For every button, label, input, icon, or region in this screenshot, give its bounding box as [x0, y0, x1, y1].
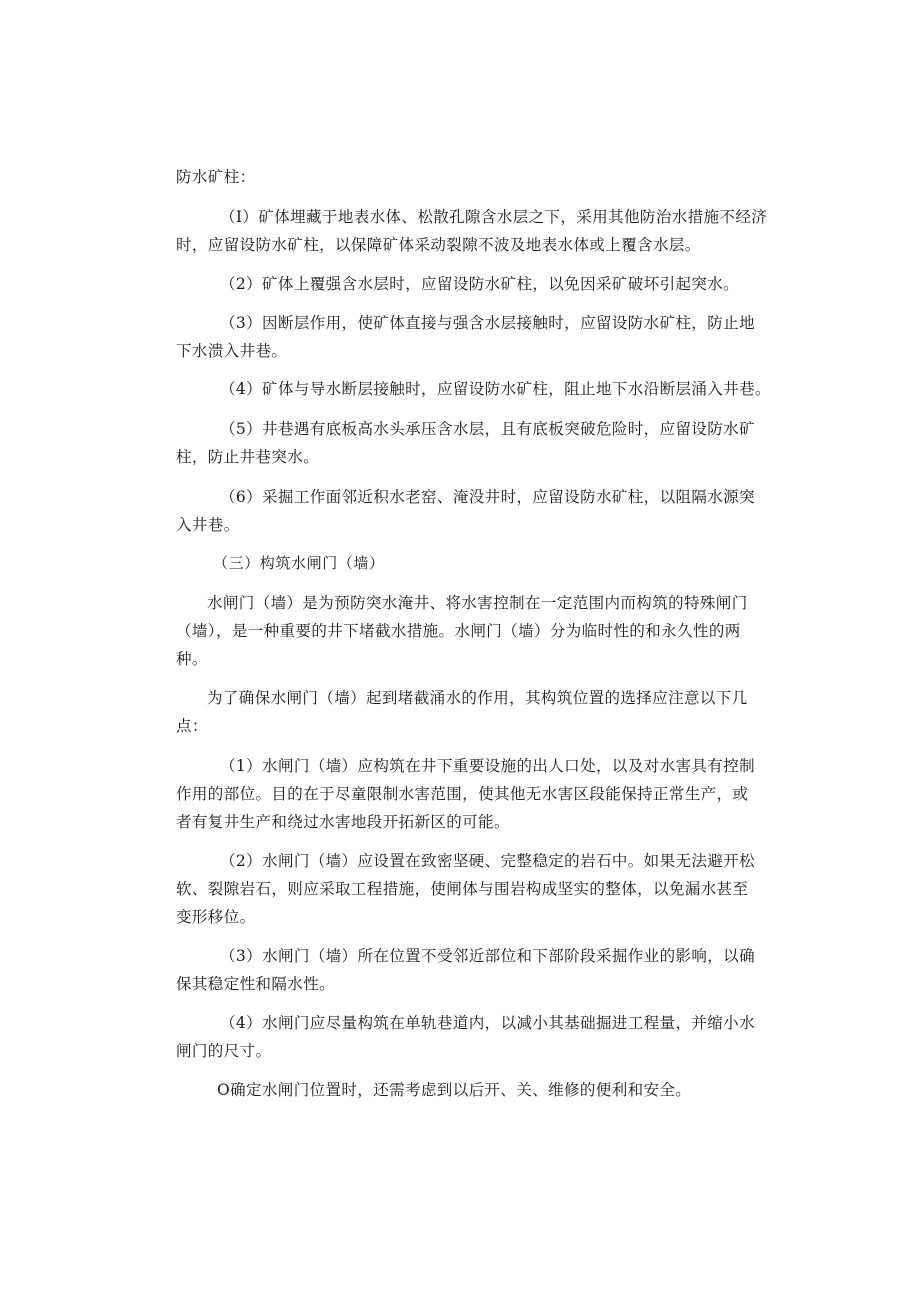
para1-line-3: 种。 [176, 650, 208, 668]
pillar-item-3-line-2: 下水溃入井巷。 [176, 342, 288, 360]
closing-note: O确定水闸门位置时，还需考虑到以后开、关、维修的便利和安全。 [217, 1081, 692, 1099]
pillar-item-5-line-2: 柱，防止井巷突水。 [176, 448, 320, 466]
para1-line-2: （墙），是一种重要的井下堵截水措施。水闸门（墙）分为临时性的和永久性的两 [176, 622, 741, 640]
para1-line-1: 水闸门（墙）是为预防突水淹井、将水害控制在一定范围内而构筑的特殊闸门 [207, 594, 748, 612]
pillar-item-4-line-1: （4）矿体与导水断层接触时，应留设防水矿柱，阻止地下水沿断层涌入井巷。 [220, 380, 771, 398]
pillar-item-6-line-2: 入井巷。 [176, 516, 240, 534]
para2-line-1: 为了确保水闸门（墙）起到堵截涌水的作用，其构筑位置的选择应注意以下几 [207, 689, 748, 707]
gate-item-1-line-2: 作用的部位。目的在于尽童限制水害范围，使其他无水害区段能保持正常生产，或 [176, 785, 749, 803]
pillar-item-2-line-1: （2）矿体上覆强含水层时，应留设防水矿柱，以免因采矿破坏引起突水。 [220, 275, 740, 293]
gate-item-4-line-2: 闸门的尺寸。 [176, 1042, 272, 1060]
gate-item-2-line-1: （2）水闸门（墙）应设置在致密坚硬、完整稳定的岩石中。如果无法避开松 [220, 852, 755, 870]
intro-label: 防水矿柱： [176, 168, 256, 186]
gate-item-2-line-3: 变形移位。 [176, 908, 256, 926]
gate-item-1-line-3: 者有复井生产和绕过水害地段开拓新区的可能。 [176, 813, 510, 831]
gate-item-1-line-1: （1）水闸门（墙）应构筑在井下重要设施的出人口处，以及对水害具有控制 [220, 757, 755, 775]
para2-line-2: 点： [176, 717, 208, 735]
gate-item-4-line-1: （4）水闸门应尽量构筑在单轨巷道内，以减小其基础掘进工程量，并缩小水 [220, 1014, 755, 1032]
gate-item-3-line-1: （3）水闸门（墙）所在位置不受邻近部位和下部阶段采掘作业的影响，以确 [220, 947, 755, 965]
pillar-item-5-line-1: （5）井巷遇有底板高水头承压含水层，且有底板突破危险时，应留设防水矿 [220, 420, 755, 438]
pillar-item-3-line-1: （3）因断层作用，使矿体直接与强含水层接触时，应留设防水矿柱，防止地 [220, 314, 755, 332]
pillar-item-1-line-2: 时，应留设防水矿柱，以保障矿体采动裂隙不波及地表水体或上覆含水层。 [176, 236, 701, 254]
section-heading: （三）构筑水闸门（墙） [213, 554, 385, 572]
pillar-item-1-line-1: （I）矿体埋藏于地表水体、松散孔隙含水层之下，采用其他防治水措施不经济 [220, 208, 768, 226]
gate-item-2-line-2: 软、裂隙岩石，则应采取工程措施，使闸体与围岩构成坚实的整体，以免漏水甚至 [176, 880, 749, 898]
pillar-item-6-line-1: （6）采掘工作面邻近积水老窑、淹没井时，应留设防水矿柱，以阻隔水源突 [220, 488, 755, 506]
gate-item-3-line-2: 保其稳定性和隔水性。 [176, 975, 336, 993]
